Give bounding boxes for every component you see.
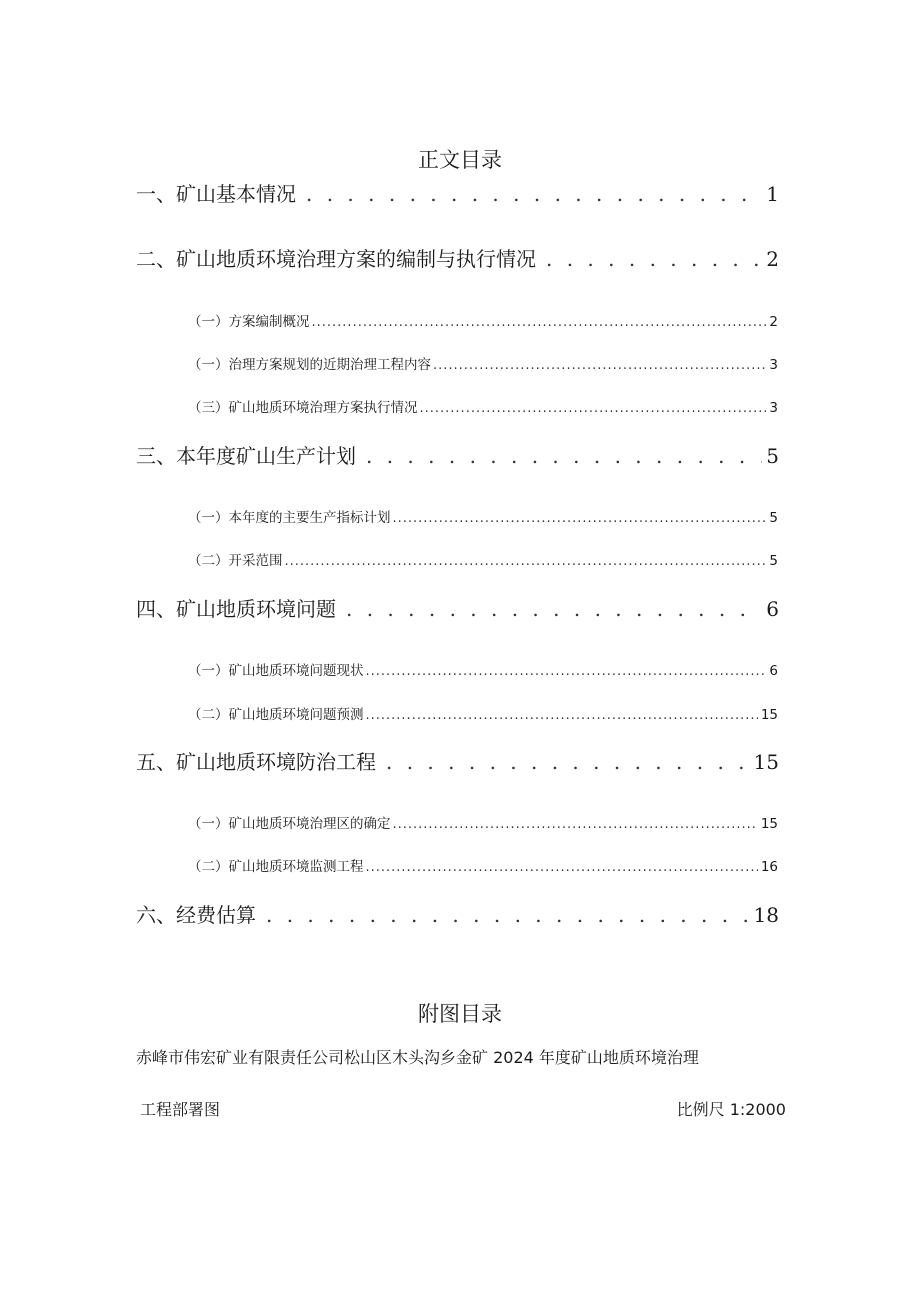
toc-entry-page: 6 bbox=[766, 597, 779, 621]
toc-entry-page: 3 bbox=[769, 400, 778, 416]
toc-leader-dots bbox=[386, 750, 750, 774]
toc-entry-page: 2 bbox=[766, 247, 779, 271]
toc-subentry[interactable] bbox=[188, 858, 778, 877]
toc-leader-dots bbox=[393, 510, 767, 528]
toc-entry-label: （一）治理方案规划的近期治理工程内容 bbox=[188, 357, 431, 373]
toc-entry-label: （二）矿山地质环境监测工程 bbox=[188, 859, 364, 875]
toc-entry-page: 15 bbox=[753, 750, 779, 774]
toc-leader-dots bbox=[346, 597, 762, 621]
figure-scale: 比例尺 1:2000 bbox=[676, 1100, 786, 1119]
toc-entry-label: 六、经费估算 bbox=[136, 903, 256, 927]
toc-subentry[interactable] bbox=[188, 815, 778, 834]
toc-entry-label: 五、矿山地质环境防治工程 bbox=[136, 750, 376, 774]
toc-entry-label: 一、矿山基本情况 bbox=[136, 182, 296, 206]
figure-description: 赤峰市伟宏矿业有限责任公司松山区木头沟乡金矿 2024 年度矿山地质环境治理 bbox=[136, 1048, 699, 1067]
toc-subentry[interactable] bbox=[188, 552, 778, 571]
figures-title: 附图目录 bbox=[418, 1002, 502, 1026]
toc-entry-page: 15 bbox=[760, 816, 778, 832]
toc-entry-page: 5 bbox=[769, 510, 778, 526]
toc-subentry[interactable] bbox=[188, 313, 778, 332]
toc-entry-label: 四、矿山地质环境问题 bbox=[136, 597, 336, 621]
toc-subentry[interactable] bbox=[188, 662, 778, 681]
toc-entry-page: 6 bbox=[769, 663, 778, 679]
toc-subentry[interactable] bbox=[188, 706, 778, 725]
toc-entry-label: （一）矿山地质环境治理区的确定 bbox=[188, 816, 391, 832]
toc-subentry[interactable] bbox=[188, 356, 778, 375]
toc-entry-label: （一）本年度的主要生产指标计划 bbox=[188, 510, 391, 526]
toc-entry-label: 三、本年度矿山生产计划 bbox=[136, 444, 356, 468]
toc-entry-page: 16 bbox=[760, 859, 778, 875]
toc-leader-dots bbox=[420, 400, 767, 418]
toc-title: 正文目录 bbox=[418, 148, 502, 172]
toc-entry-label: （二）开采范围 bbox=[188, 553, 283, 569]
toc-leader-dots bbox=[366, 859, 758, 877]
toc-entry[interactable] bbox=[136, 182, 779, 206]
toc-leader-dots bbox=[266, 903, 750, 927]
toc-entry[interactable] bbox=[136, 247, 779, 271]
toc-leader-dots bbox=[393, 816, 758, 834]
toc-entry-label: （一）方案编制概况 bbox=[188, 314, 310, 330]
toc-entry-page: 5 bbox=[766, 444, 779, 468]
toc-leader-dots bbox=[366, 444, 762, 468]
toc-leader-dots bbox=[306, 182, 762, 206]
toc-leader-dots bbox=[285, 553, 767, 571]
toc-entry-page: 18 bbox=[753, 903, 779, 927]
toc-leader-dots bbox=[546, 247, 762, 271]
toc-leader-dots bbox=[312, 314, 767, 332]
toc-entry-page: 3 bbox=[769, 357, 778, 373]
figure-name: 工程部署图 bbox=[140, 1100, 221, 1119]
toc-entry[interactable] bbox=[136, 750, 779, 774]
toc-subentry[interactable] bbox=[188, 399, 778, 418]
toc-leader-dots bbox=[433, 357, 766, 375]
toc-entry-label: 二、矿山地质环境治理方案的编制与执行情况 bbox=[136, 247, 536, 271]
toc-entry[interactable] bbox=[136, 444, 779, 468]
toc-entry-page: 15 bbox=[760, 707, 778, 723]
toc-entry[interactable] bbox=[136, 903, 779, 927]
toc-entry-label: （三）矿山地质环境治理方案执行情况 bbox=[188, 400, 418, 416]
toc-entry-label: （二）矿山地质环境问题预测 bbox=[188, 707, 364, 723]
toc-entry-page: 1 bbox=[766, 182, 779, 206]
toc-entry-label: （一）矿山地质环境问题现状 bbox=[188, 663, 364, 679]
toc-leader-dots bbox=[366, 663, 767, 681]
toc-entry-page: 2 bbox=[769, 314, 778, 330]
toc-subentry[interactable] bbox=[188, 509, 778, 528]
toc-entry-page: 5 bbox=[769, 553, 778, 569]
toc-leader-dots bbox=[366, 707, 758, 725]
toc-entry[interactable] bbox=[136, 597, 779, 621]
